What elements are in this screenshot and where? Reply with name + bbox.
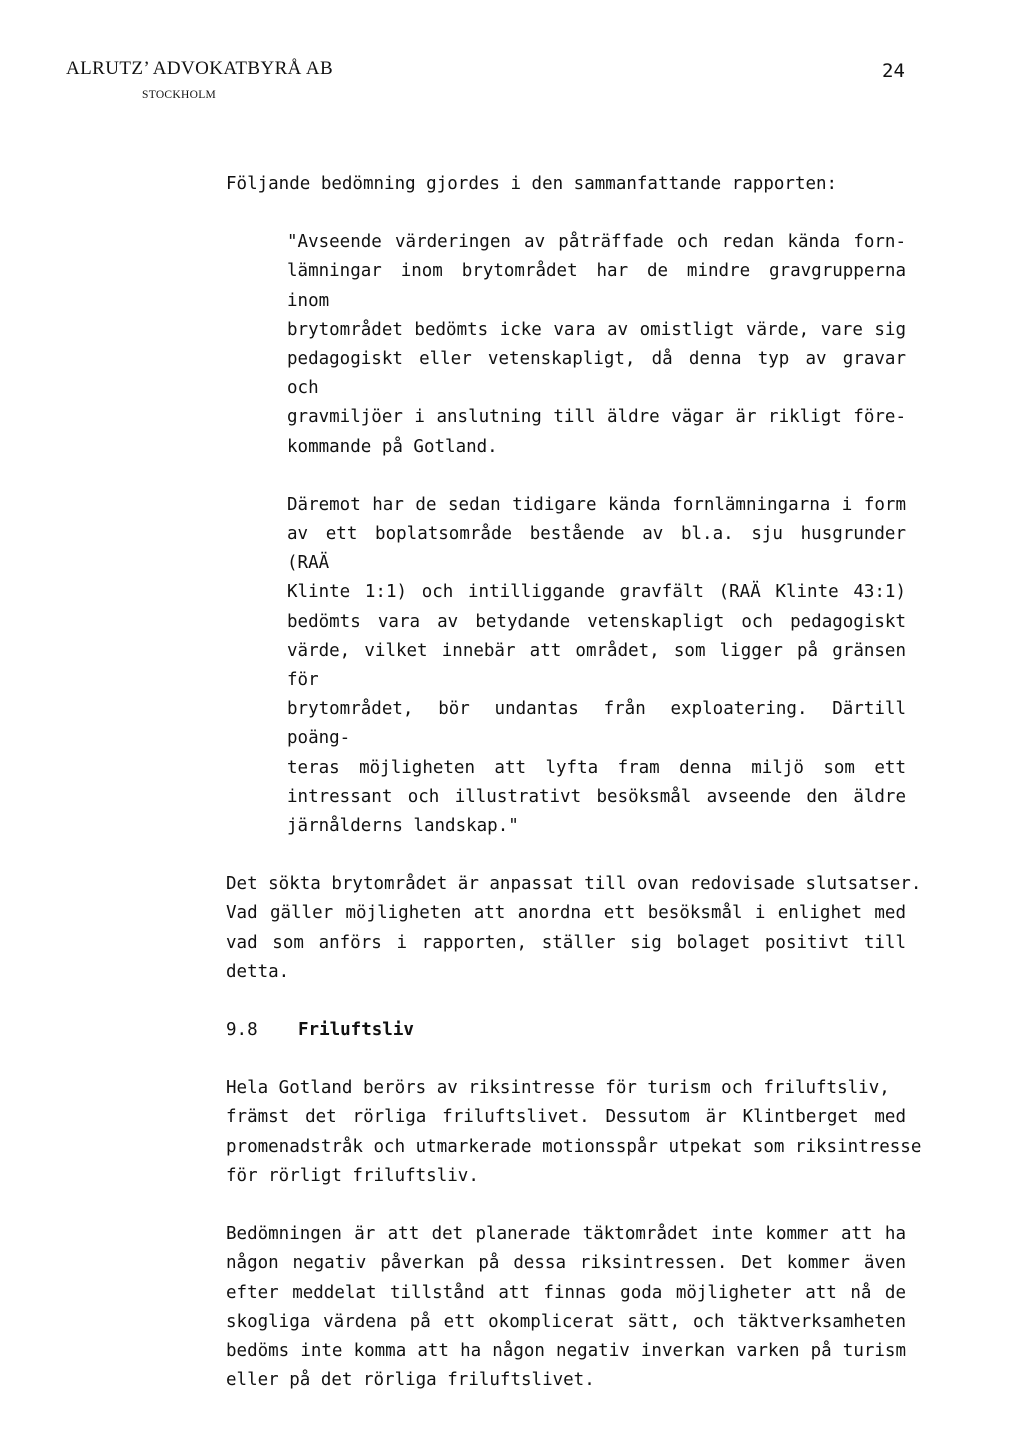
text-line: brytområdet, bör undantas från exploatering. Därtill poäng- [287,699,906,749]
text-line: för rörligt friluftsliv. [226,1165,479,1186]
text-line: efter meddelat tillstånd att finnas goda möjligheter att nå de [226,1282,906,1303]
text-line: någon negativ påverkan på dessa riksintressen. Det kommer även [226,1253,906,1274]
text-line: gravmiljöer i anslutning till äldre vägar är rikligt före- [287,407,906,428]
text-line: teras möjligheten att lyfta fram denna miljö som ett [287,757,906,778]
text-line: pedagogiskt eller vetenskapligt, då denna typ av gravar och [287,349,906,399]
text-line: värde, vilket innebär att området, som ligger på gränsen för [287,640,906,691]
text-line: Klinte 1:1) och intilliggande gravfält (RAÄ Klinte 43:1) [287,582,906,603]
text-line: Vad gäller möjligheten att anordna ett besöksmål i enlighet med [226,903,906,924]
section-title: Friluftsliv [298,1020,414,1041]
text-line: bedömts vara av betydande vetenskapligt och pedagogiskt [287,611,906,632]
intro-paragraph [226,170,906,199]
firm-city: STOCKHOLM [142,89,217,101]
firm-name: ALRUTZ’ ADVOKATBYRÅ AB [66,58,334,79]
text-line: Det sökta brytområdet är anpassat till ovan redovisade slutsatser. [226,874,922,895]
text-line: "Avseende värderingen av påträffade och redan kända forn- [287,232,906,253]
page-number: 24 [882,60,905,82]
text-line: detta. [226,961,290,982]
quoted-assessment [287,228,906,841]
text-line: Följande bedömning gjordes i den sammanfattande rapporten: [226,174,838,194]
text-line: Däremot har de sedan tidigare kända fornlämningarna i form [287,494,906,515]
section-number: 9.8 [226,1020,258,1041]
text-line: Bedömningen är att det planerade täktområdet inte kommer att ha [226,1224,906,1245]
quote-paragraph-2 [287,491,906,841]
conclusion-paragraph [226,870,922,987]
document-body [226,170,922,1395]
section-heading [226,1016,906,1045]
text-line: intressant och illustrativt besöksmål avseende den äldre [287,786,906,807]
text-line: järnålderns landskap." [287,816,519,837]
text-line: av ett boplatsområde bestående av bl.a. sju husgrunder (RAÄ [287,524,906,574]
text-line: vad som anförs i rapporten, ställer sig bolaget positivt till [226,932,906,953]
quote-paragraph-1 [287,228,906,462]
text-line: brytområdet bedömts icke vara av omistligt värde, vare sig [287,319,906,340]
text-line: Hela Gotland berörs av riksintresse för turism och friluftsliv, [226,1078,890,1099]
text-line: lämningar inom brytområdet har de mindre gravgrupperna inom [287,261,906,311]
text-line: eller på det rörliga friluftslivet. [226,1370,595,1391]
text-line: bedöms inte komma att ha någon negativ inverkan varken på turism [226,1340,906,1361]
section-paragraph-1 [226,1074,922,1191]
text-line: kommande på Gotland. [287,436,498,457]
text-line: främst det rörliga friluftslivet. Dessutom är Klintberget med [226,1107,906,1128]
text-line: promenadstråk och utmarkerade motionsspår utpekat som riksintresse [226,1136,922,1157]
text-line: skogliga värdena på ett okomplicerat sätt, och täktverksamheten [226,1311,906,1332]
section-paragraph-2 [226,1220,906,1395]
